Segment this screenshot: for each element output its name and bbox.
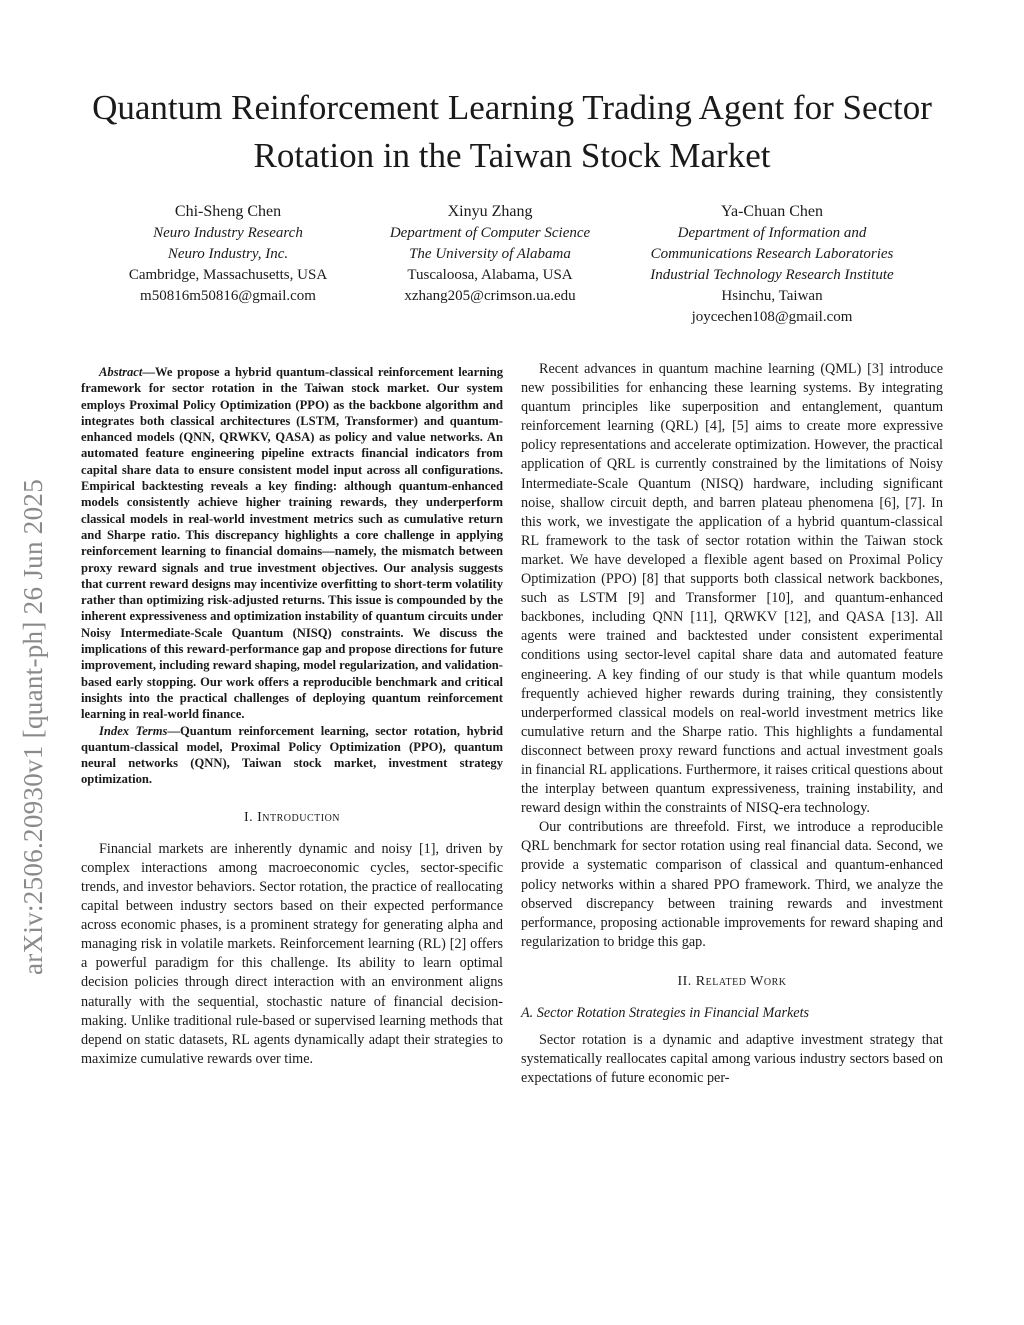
index-terms <box>81 723 503 788</box>
author-affiliation: The University of Alabama <box>409 246 571 262</box>
author-location: Hsinchu, Taiwan <box>721 288 823 304</box>
intro-paragraph-1: Financial markets are inherently dynamic and noisy [1], driven by complex interactions among macroeconomic cycles, sector-specific trends, and investor behaviors. Sector rotation, the practice of reallocating capital between industry sectors based on their expected performance across economic phases, is a prominent strategy for generating alpha and managing risk in volatile markets. Reinforcement learning (RL) [2] offers a powerful paradigm for this challenge. Its ability to learn optimal decision policies through direct interaction with an environment aligns naturally with the sequential, stochastic nature of financial decision-making. Unlike traditional rule-based or supervised learning methods that depend on static datasets, RL agents dynamically adapt their strategies to maximize cumulative rewards over time. <box>81 840 503 1067</box>
section-heading-related-work: II. Related Work <box>677 973 787 989</box>
author-email: m50816m50816@gmail.com <box>140 288 316 304</box>
arxiv-identifier-stamp: arXiv:2506.20930v1 [quant-ph] 26 Jun 2025 <box>18 479 48 975</box>
author-affiliation: Department of Computer Science <box>389 225 591 241</box>
paper-title: Quantum Reinforcement Learning Trading Agent for Sector Rotation in the Taiwan Stock Market <box>92 88 932 175</box>
author-location: Cambridge, Massachusetts, USA <box>128 267 328 283</box>
author-block-2 <box>360 201 620 307</box>
author-name: Xinyu Zhang <box>447 203 533 220</box>
author-location: Tuscaloosa, Alabama, USA <box>407 267 573 283</box>
author-email: joycechen108@gmail.com <box>691 309 853 325</box>
author-name: Chi-Sheng Chen <box>174 203 282 220</box>
author-name: Ya-Chuan Chen <box>721 203 823 220</box>
intro-paragraph-3: Our contributions are threefold. First, we introduce a reproducible QRL benchmark for sector rotation using real financial data. Second, we provide a systematic comparison of classical and quantum-enhanced policy networks within a shared PPO framework. Third, we analyze the observed discrepancy between training rewards and investment performance, proposing actionable improvements for reward shaping and regularization to bridge this gap. <box>521 819 943 950</box>
related-paragraph-1: Sector rotation is a dynamic and adaptive investment strategy that systematically reallocates capital among various industry sectors based on expectations of future economic per- <box>521 1032 943 1087</box>
abstract-text: —We propose a hybrid quantum-classical reinforcement learning framework for sector rotation in the Taiwan stock market. Our system employs Proximal Policy Optimization (PPO) as the backbone algorithm and integrates both classical architectures (LSTM, Transformer) and quantum-enhanced models (QNN, QRWKV, QASA) as policy and value networks. An automated feature engineering pipeline extracts financial indicators from capital share data to ensure consistent model input across all configurations. Empirical backtesting reveals a key finding: although quantum-enhanced models consistently achieve higher training rewards, they underperform classical models in real-world investment metrics such as cumulative return and Sharpe ratio. This discrepancy highlights a core challenge in applying reinforcement learning to financial domains—namely, the mismatch between proxy reward signals and true investment objectives. Our analysis suggests that current reward designs may incentivize overfitting to short-term volatility rather than optimizing risk-adjusted returns. This issue is compounded by the inherent expressiveness and optimization instability of quantum circuits under Noisy Intermediate-Scale Quantum (NISQ) constraints. We discuss the implications of this reward-performance gap and propose directions for future improvement, including reward shaping, model regularization, and validation-based early stopping. Our work offers a reproducible benchmark and critical insights into the practical challenges of deploying quantum reinforcement learning in real-world finance. <box>81 365 503 722</box>
right-column <box>521 360 943 1088</box>
index-terms-text: —Quantum reinforcement learning, sector rotation, hybrid quantum-classical model, Proximal Policy Optimization (PPO), quantum neural networks (QNN), Taiwan stock market, investment strategy optimization. <box>81 723 503 787</box>
author-affiliation: Communications Research Laboratories <box>650 246 894 262</box>
author-block-3 <box>622 201 922 328</box>
subsection-heading-sector-rotation: A. Sector Rotation Strategies in Financial Markets <box>521 1005 810 1021</box>
index-terms-lead: Index Terms <box>99 723 168 738</box>
left-column <box>81 360 503 1069</box>
section-heading-introduction: I. Introduction <box>243 809 341 825</box>
author-affiliation: Neuro Industry, Inc. <box>167 246 289 262</box>
author-affiliation: Department of Information and <box>677 225 867 241</box>
abstract <box>81 364 503 723</box>
author-affiliation: Neuro Industry Research <box>153 225 303 241</box>
author-email: xzhang205@crimson.ua.edu <box>404 288 576 304</box>
abstract-lead: Abstract <box>99 365 143 379</box>
intro-paragraph-2: Recent advances in quantum machine learning (QML) [3] introduce new possibilities for enhancing these learning systems. By integrating quantum principles like superposition and entanglement, quantum reinforcement learning (QRL) [4], [5] aims to create more expressive policy representations and accelerate optimization. However, the practical application of QRL is currently constrained by the limitations of Noisy Intermediate-Scale Quantum (NISQ) hardware, including significant noise, shallow circuit depth, and barren plateau phenomena [6], [7]. In this work, we investigate the application of a hybrid quantum-classical RL framework to the task of sector rotation within the Taiwan stock market. We have developed a flexible agent based on Proximal Policy Optimization (PPO) [8] that supports both classical network backbones, such as LSTM [9] and Transformer [10], and quantum-enhanced backbones, including QNN [11], QRWKV [12], and QASA [13]. All agents were trained and backtested under consistent experimental conditions using sector-level capital share data and automated feature engineering. A key finding of our study is that while quantum models frequently achieved higher rewards during training, they consistently underperformed classical models on real-world investment metrics like cumulative return and the Sharpe ratio. This highlights a fundamental disconnect between proxy reward functions and actual investment goals in financial RL applications. Furthermore, it raises critical questions about the interplay between quantum expressiveness, training instability, and reward design within the constraints of NISQ-era technology. <box>521 361 943 817</box>
author-block-1 <box>98 201 358 307</box>
author-affiliation: Industrial Technology Research Institute <box>650 267 894 283</box>
